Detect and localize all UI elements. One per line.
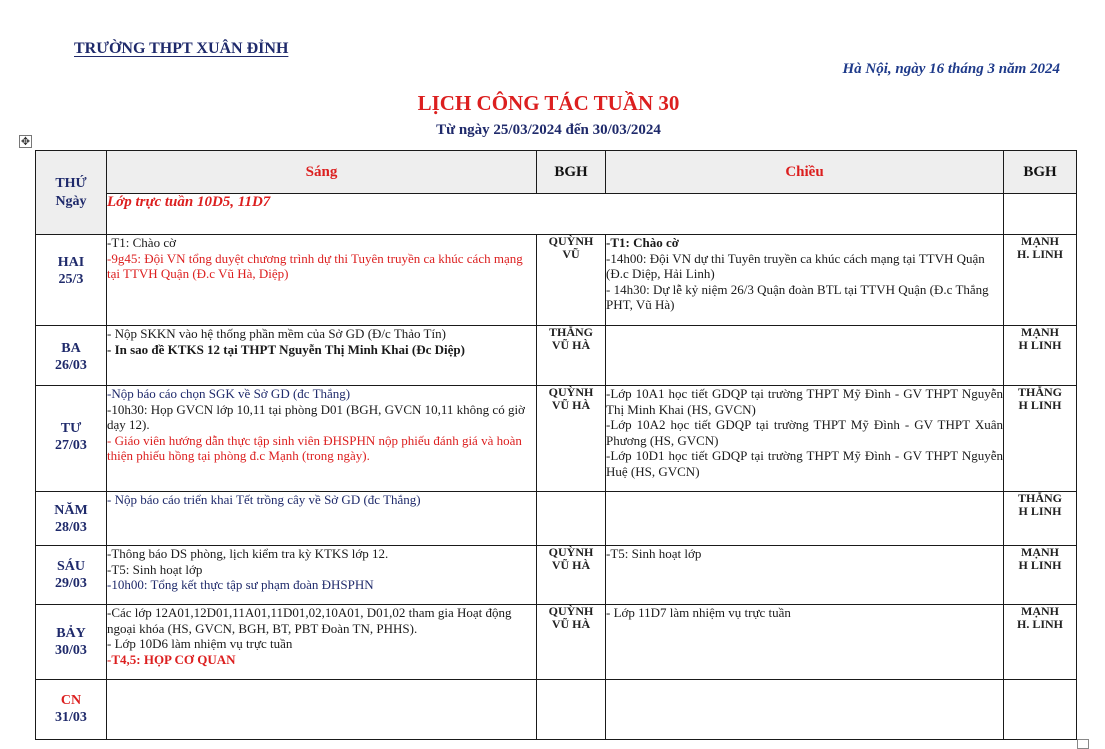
page-title: LỊCH CÔNG TÁC TUẦN 30 — [417, 91, 680, 115]
task-item: - Giáo viên hướng dẫn thực tập sinh viên ĐHSPHN nộp phiếu đánh giá và hoàn thiện phiếu hồng tại phòng đ.c Mạnh (trong ngày). — [107, 432, 522, 463]
task-item: -T4,5: HỌP CƠ QUAN — [107, 651, 236, 667]
task-item: -14h00: Đội VN dự thi Tuyên truyền ca khúc cách mạng tại TTVH Quận (Đ.c Diệp, Hải Linh) — [606, 250, 985, 281]
bgh-morning-cell — [537, 386, 606, 492]
day-name: HAI — [57, 255, 85, 270]
bgh-name: QUỲNH — [548, 234, 594, 248]
bgh-name: H LINH — [1018, 558, 1062, 572]
morning-cell — [107, 605, 537, 680]
task-item: -Thông báo DS phòng, lịch kiểm tra kỳ KTKS lớp 12. — [107, 546, 389, 561]
header-afternoon: Chiều — [606, 151, 1004, 194]
day-cell — [36, 546, 107, 605]
bgh-name: MẠNH — [1021, 234, 1059, 248]
schedule-table — [35, 150, 1077, 740]
task-item: -T1: Chào cờ — [107, 235, 176, 250]
bgh-name: QUỲNH — [548, 385, 594, 399]
day-cell — [36, 386, 107, 492]
table-row — [36, 680, 1077, 740]
task-item: - Lớp 11D7 làm nhiệm vụ trực tuần — [606, 605, 791, 620]
bgh-morning-cell — [537, 605, 606, 680]
day-date: 29/03 — [55, 576, 87, 591]
day-name: BA — [61, 341, 81, 356]
table-row — [36, 605, 1077, 680]
afternoon-cell — [606, 680, 1004, 740]
task-item: - 14h30: Dự lễ kỷ niệm 26/3 Quận đoàn BTL tại TTVH Quận (Đ.c Thắng PHT, Vũ Hà) — [606, 281, 989, 312]
afternoon-cell — [606, 492, 1004, 546]
day-cell — [36, 492, 107, 546]
afternoon-cell — [606, 546, 1004, 605]
task-item: -Lớp 10A2 học tiết GDQP tại trường THPT Mỹ Đình - GV THPT Xuân Phương (HS, GVCN) — [606, 417, 1003, 448]
bgh-name: H. LINH — [1016, 247, 1063, 261]
task-item: - Nộp SKKN vào hệ thống phần mềm của Sở GD (Đ/c Thảo Tín) — [107, 326, 446, 341]
bgh-name: QUỲNH — [548, 545, 594, 559]
bgh-name: H LINH — [1018, 398, 1062, 412]
day-date: 26/03 — [55, 358, 87, 373]
morning-cell — [107, 492, 537, 546]
bgh-name: VŨ HÀ — [551, 617, 591, 631]
bgh-name: H LINH — [1018, 338, 1062, 352]
morning-cell — [107, 680, 537, 740]
task-item: -T5: Sinh hoạt lớp — [606, 546, 702, 561]
task-item: -T1: Chào cờ — [606, 235, 679, 250]
day-date: 31/03 — [55, 710, 87, 725]
afternoon-cell — [606, 386, 1004, 492]
bgh-name: H LINH — [1018, 504, 1062, 518]
day-date: 25/3 — [58, 272, 84, 287]
day-name: SÁU — [56, 559, 85, 574]
afternoon-cell — [606, 605, 1004, 680]
bgh-afternoon-cell — [1004, 546, 1077, 605]
day-name: CN — [60, 693, 82, 708]
day-name: BẢY — [56, 626, 86, 641]
bgh-name: THẮNG — [1017, 491, 1062, 505]
bgh-afternoon-cell — [1004, 235, 1077, 326]
header-bgh-afternoon: BGH — [1004, 151, 1077, 194]
place-date: Hà Nội, ngày 16 tháng 3 năm 2024 — [842, 61, 1060, 77]
bgh-name: MẠNH — [1021, 604, 1059, 618]
date-range-subtitle: Từ ngày 25/03/2024 đến 30/03/2024 — [436, 122, 661, 138]
task-item: - Lớp 10D6 làm nhiệm vụ trực tuần — [107, 636, 293, 651]
bgh-name: VŨ HÀ — [551, 558, 591, 572]
table-row — [36, 235, 1077, 326]
bgh-name: MẠNH — [1021, 325, 1059, 339]
task-item: -T5: Sinh hoạt lớp — [107, 561, 203, 577]
bgh-name: QUỲNH — [548, 604, 594, 618]
day-name: TƯ — [60, 421, 82, 436]
header-day-label: THỨ — [55, 175, 87, 191]
day-date: 30/03 — [55, 643, 87, 658]
task-item: -9g45: Đội VN tổng duyệt chương trình dự thi Tuyên truyền ca khúc cách mạng tại TTVH Quận (Đ.c Vũ Hà, Diệp) — [107, 250, 523, 281]
task-item: -Nộp báo cáo chọn SGK về Sở GD (đc Thắng) — [107, 386, 351, 401]
table-row — [36, 326, 1077, 386]
table-resize-handle-icon[interactable] — [1077, 739, 1089, 749]
day-cell — [36, 680, 107, 740]
duty-row — [36, 194, 1077, 235]
task-item: - In sao đề KTKS 12 tại THPT Nguyễn Thị Minh Khai (Đc Diệp) — [107, 341, 465, 357]
bgh-name: H. LINH — [1016, 617, 1063, 631]
table-header-row — [36, 151, 1077, 194]
task-item: -Các lớp 12A01,12D01,11A01,11D01,02,10A01, D01,02 tham gia Hoạt động ngoại khóa (HS, GVCN, BGH, BT, PBT Đoàn TN, PHHS). — [107, 605, 512, 636]
day-cell — [36, 326, 107, 386]
bgh-morning-cell — [537, 326, 606, 386]
afternoon-cell — [606, 326, 1004, 386]
afternoon-cell — [606, 235, 1004, 326]
bgh-afternoon-cell — [1004, 492, 1077, 546]
table-row — [36, 546, 1077, 605]
table-row — [36, 492, 1077, 546]
bgh-name: THẮNG — [548, 325, 593, 339]
morning-cell — [107, 386, 537, 492]
bgh-afternoon-cell — [1004, 386, 1077, 492]
bgh-name: THẮNG — [1017, 385, 1062, 399]
table-move-handle-icon[interactable]: ✥ — [20, 135, 31, 148]
day-name: NĂM — [54, 503, 88, 518]
bgh-morning-cell — [537, 235, 606, 326]
morning-cell — [107, 235, 537, 326]
header-day-cell — [36, 151, 107, 235]
morning-cell — [107, 546, 537, 605]
task-item: -10h30: Họp GVCN lớp 10,11 tại phòng D01 (BGH, GVCN 10,11 không có giờ dạy 12). — [107, 401, 525, 432]
school-name: TRƯỜNG THPT XUÂN ĐỈNH — [74, 40, 289, 57]
bgh-name: VŨ — [562, 247, 580, 261]
task-item: - Nộp báo cáo triển khai Tết trồng cây về Sở GD (đc Thắng) — [107, 492, 421, 507]
task-item: -Lớp 10A1 học tiết GDQP tại trường THPT Mỹ Đình - GV THPT Nguyễn Thị Minh Khai (HS, GVCN) — [606, 386, 1003, 417]
bgh-afternoon-cell — [1004, 680, 1077, 740]
day-date: 27/03 — [55, 438, 87, 453]
duty-class-cell: Lớp trực tuần 10D5, 11D7 — [107, 194, 1004, 235]
bgh-afternoon-cell — [1004, 326, 1077, 386]
bgh-morning-cell — [537, 492, 606, 546]
day-cell — [36, 605, 107, 680]
bgh-name: VŨ HÀ — [551, 338, 591, 352]
bgh-name: MẠNH — [1021, 545, 1059, 559]
header-morning: Sáng — [107, 151, 537, 194]
duty-empty-cell — [1004, 194, 1077, 235]
bgh-afternoon-cell — [1004, 605, 1077, 680]
task-item: -Lớp 10D1 học tiết GDQP tại trường THPT Mỹ Đình - GV THPT Nguyễn Huệ (HS, GVCN) — [606, 448, 1003, 479]
header-date-label: Ngày — [55, 193, 87, 209]
task-item: -10h00: Tổng kết thực tập sư phạm đoàn ĐHSPHN — [107, 577, 374, 592]
table-row — [36, 386, 1077, 492]
day-cell — [36, 235, 107, 326]
morning-cell — [107, 326, 537, 386]
bgh-morning-cell — [537, 680, 606, 740]
bgh-name: VŨ HÀ — [551, 398, 591, 412]
header-bgh-morning: BGH — [537, 151, 606, 194]
day-date: 28/03 — [55, 520, 87, 535]
bgh-morning-cell — [537, 546, 606, 605]
